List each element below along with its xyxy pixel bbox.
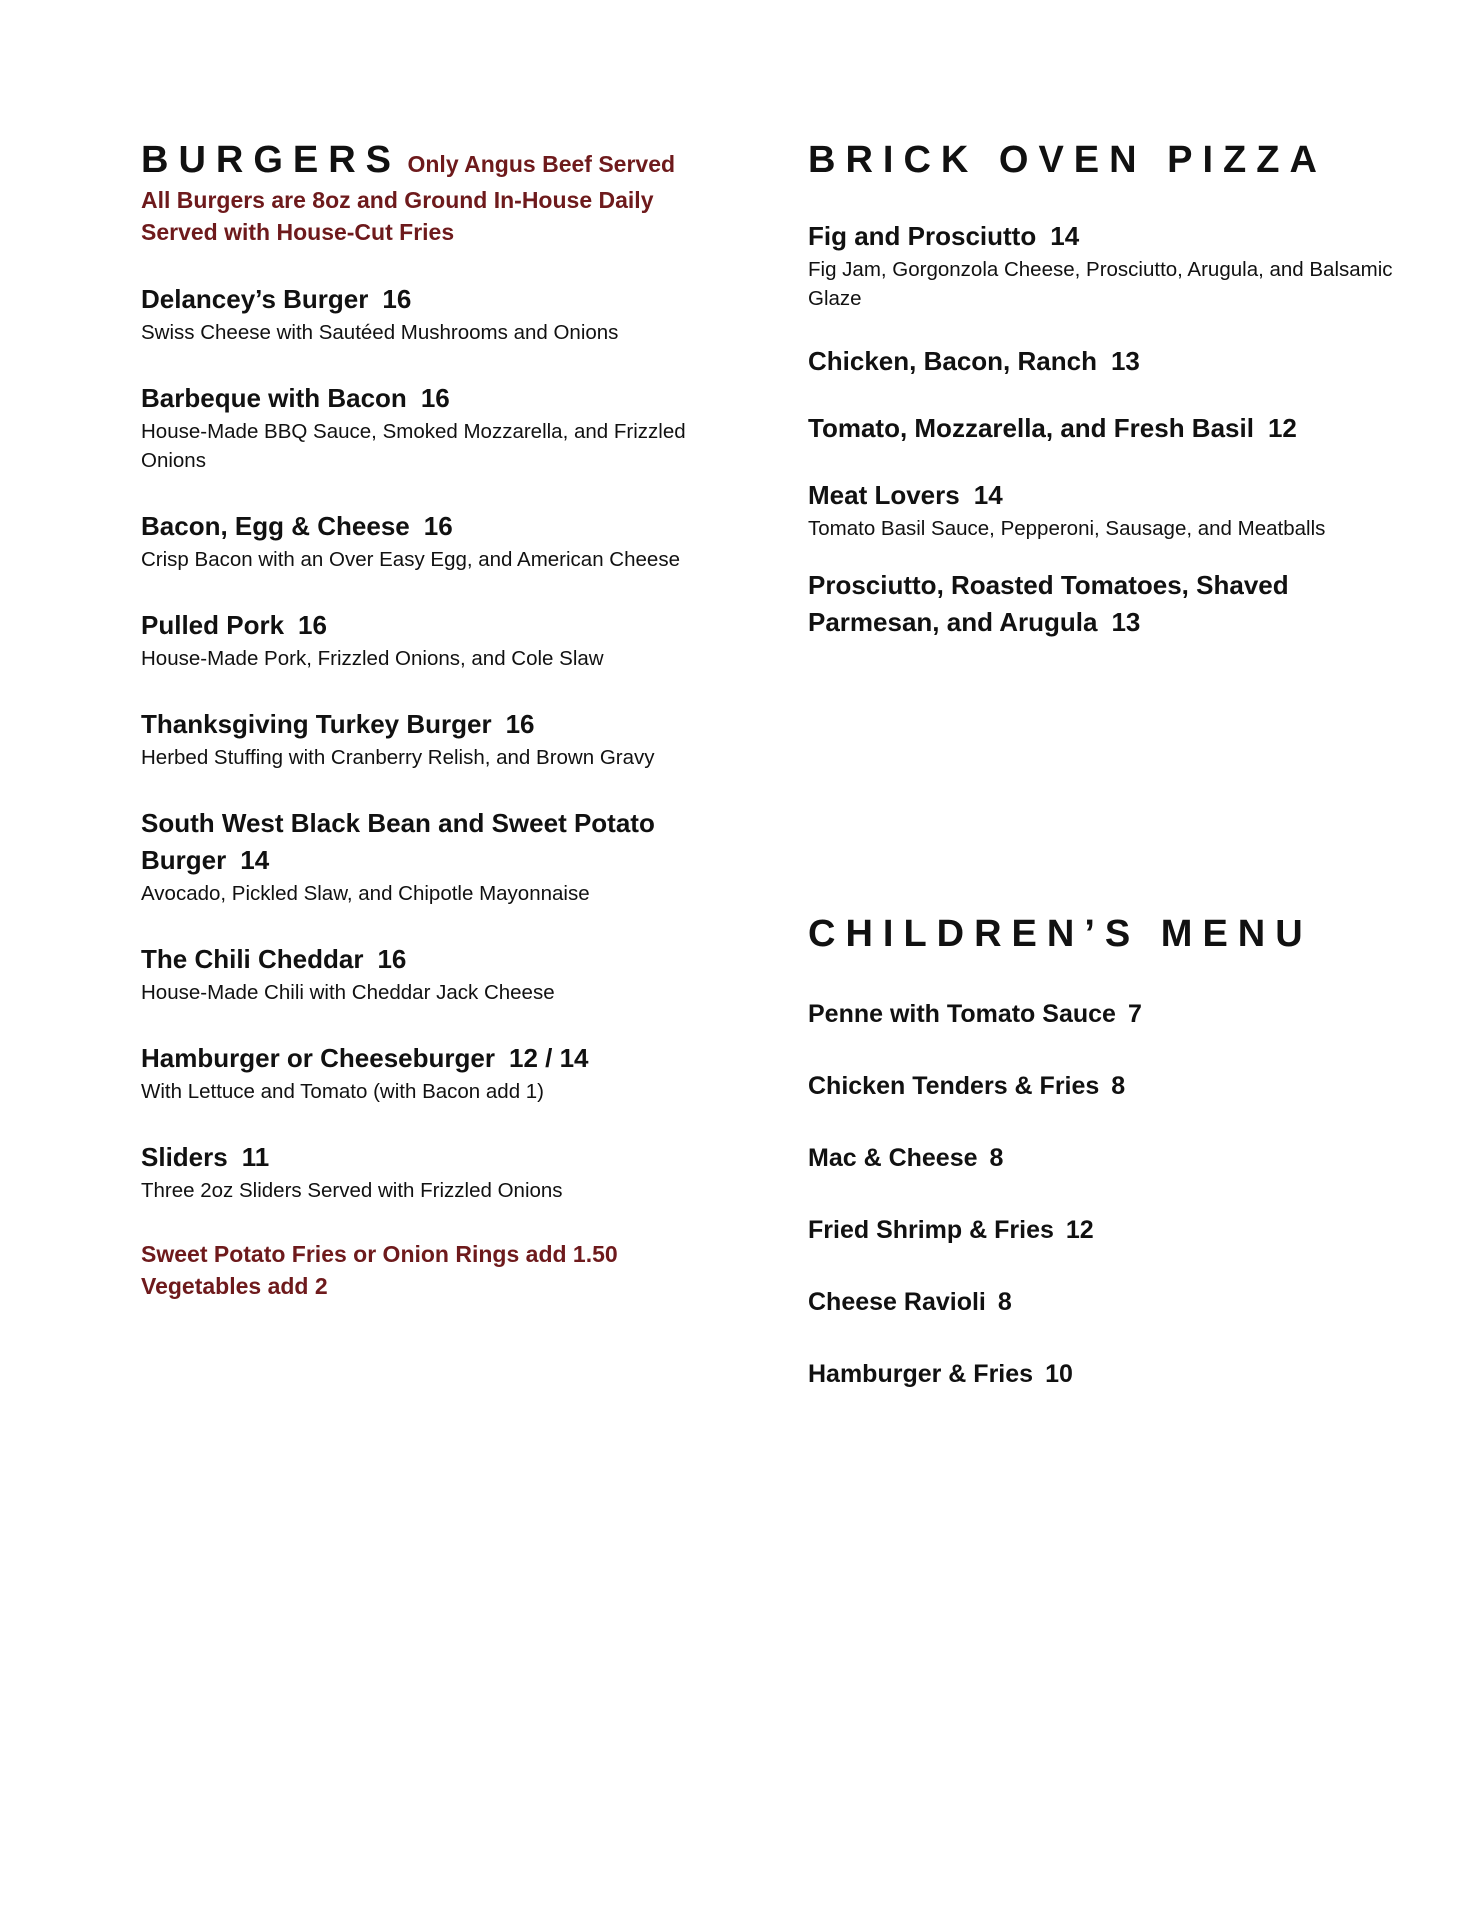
item-name: Prosciutto, Roasted Tomatoes, Shaved Parmesan, and Arugula (808, 570, 1289, 637)
burgers-subline-2: Served with House-Cut Fries (141, 219, 455, 245)
item-description: Herbed Stuffing with Cranberry Relish, and Brown Gravy (141, 746, 655, 769)
kids-title: CHILDREN’S MENU (808, 913, 1313, 955)
item-price: 14 (973, 480, 1003, 510)
menu-item (141, 508, 701, 574)
item-price: 16 (298, 610, 327, 640)
item-price: 16 (423, 511, 453, 541)
item-name: Hamburger or Cheeseburger (141, 1043, 495, 1073)
menu-item (808, 567, 1328, 641)
extras-line-1: Sweet Potato Fries or Onion Rings add 1.50 (141, 1241, 618, 1267)
item-price: 8 (989, 1144, 1004, 1172)
menu-item (808, 343, 1408, 380)
menu-item (808, 1212, 1408, 1248)
item-name: Penne with Tomato Sauce (808, 1000, 1116, 1028)
item-price: 7 (1127, 1000, 1142, 1028)
item-name: Tomato, Mozzarella, and Fresh Basil (808, 413, 1254, 443)
item-name: Barbeque with Bacon (141, 383, 407, 413)
item-price: 11 (241, 1142, 270, 1172)
item-description: Avocado, Pickled Slaw, and Chipotle Mayonnaise (141, 882, 590, 905)
item-description: House-Made BBQ Sauce, Smoked Mozzarella, and Frizzled Onions (141, 420, 686, 472)
item-price: 12 (1267, 413, 1297, 443)
item-description: Fig Jam, Gorgonzola Cheese, Prosciutto, Arugula, and Balsamic Glaze (808, 258, 1393, 310)
item-price: 8 (1111, 1072, 1126, 1100)
item-price: 16 (420, 383, 450, 413)
item-price: 13 (1110, 346, 1140, 376)
item-price: 16 (505, 709, 535, 739)
item-price: 14 (1050, 221, 1080, 251)
burgers-tagline: Only Angus Beef Served (407, 151, 676, 177)
item-name: Pulled Pork (141, 610, 285, 640)
menu-item (141, 1139, 701, 1205)
item-price: 14 (240, 845, 270, 875)
menu-item (808, 1140, 1408, 1176)
menu-item (808, 410, 1408, 447)
menu-item (141, 380, 701, 475)
item-name: Chicken, Bacon, Ranch (808, 346, 1097, 376)
item-name: Sliders (141, 1142, 228, 1172)
menu-item (808, 1356, 1408, 1392)
burgers-title: BURGERS (141, 139, 402, 181)
kids-section (808, 912, 1408, 1392)
menu-item (808, 1284, 1408, 1320)
menu-item (808, 1068, 1408, 1104)
menu-item (141, 1040, 701, 1106)
item-name: Chicken Tenders & Fries (808, 1072, 1100, 1100)
item-name: Cheese Ravioli (808, 1288, 986, 1316)
item-description: With Lettuce and Tomato (with Bacon add 1) (141, 1080, 545, 1103)
item-description: House-Made Chili with Cheddar Jack Cheese (141, 981, 555, 1004)
item-price: 8 (997, 1288, 1012, 1316)
item-price: 13 (1111, 607, 1141, 637)
item-description: Tomato Basil Sauce, Pepperoni, Sausage, and Meatballs (808, 517, 1326, 540)
menu-item (141, 805, 701, 908)
menu-item (141, 607, 701, 673)
burgers-section (141, 138, 701, 1302)
menu-item (141, 706, 701, 772)
item-name: Fried Shrimp & Fries (808, 1216, 1054, 1244)
burgers-subline-1: All Burgers are 8oz and Ground In-House Daily (141, 187, 654, 213)
menu-item (808, 996, 1408, 1032)
item-name: Thanksgiving Turkey Burger (141, 709, 492, 739)
item-price: 16 (382, 284, 412, 314)
pizza-section (808, 138, 1408, 641)
burger-extras (141, 1238, 701, 1302)
burgers-header (141, 138, 701, 248)
item-price: 12 / 14 (508, 1043, 589, 1073)
item-price: 12 (1065, 1216, 1094, 1244)
menu-item (808, 218, 1408, 313)
item-description: Crisp Bacon with an Over Easy Egg, and American Cheese (141, 548, 680, 571)
menu-item (808, 477, 1408, 543)
item-price: 16 (377, 944, 407, 974)
item-description: Swiss Cheese with Sautéed Mushrooms and Onions (141, 321, 619, 344)
item-description: House-Made Pork, Frizzled Onions, and Cole Slaw (141, 647, 604, 670)
extras-line-2: Vegetables add 2 (141, 1273, 328, 1299)
menu-item (141, 941, 701, 1007)
item-name: South West Black Bean and Sweet Potato Burger (141, 808, 655, 875)
item-price: 10 (1045, 1360, 1073, 1388)
item-name: Delancey’s Burger (141, 284, 369, 314)
menu-item (141, 281, 701, 347)
item-name: Mac & Cheese (808, 1144, 978, 1172)
item-name: Fig and Prosciutto (808, 221, 1037, 251)
item-name: Meat Lovers (808, 480, 960, 510)
pizza-title: BRICK OVEN PIZZA (808, 139, 1327, 181)
item-name: The Chili Cheddar (141, 944, 364, 974)
item-name: Bacon, Egg & Cheese (141, 511, 410, 541)
item-description: Three 2oz Sliders Served with Frizzled Onions (141, 1179, 563, 1202)
item-name: Hamburger & Fries (808, 1360, 1034, 1388)
